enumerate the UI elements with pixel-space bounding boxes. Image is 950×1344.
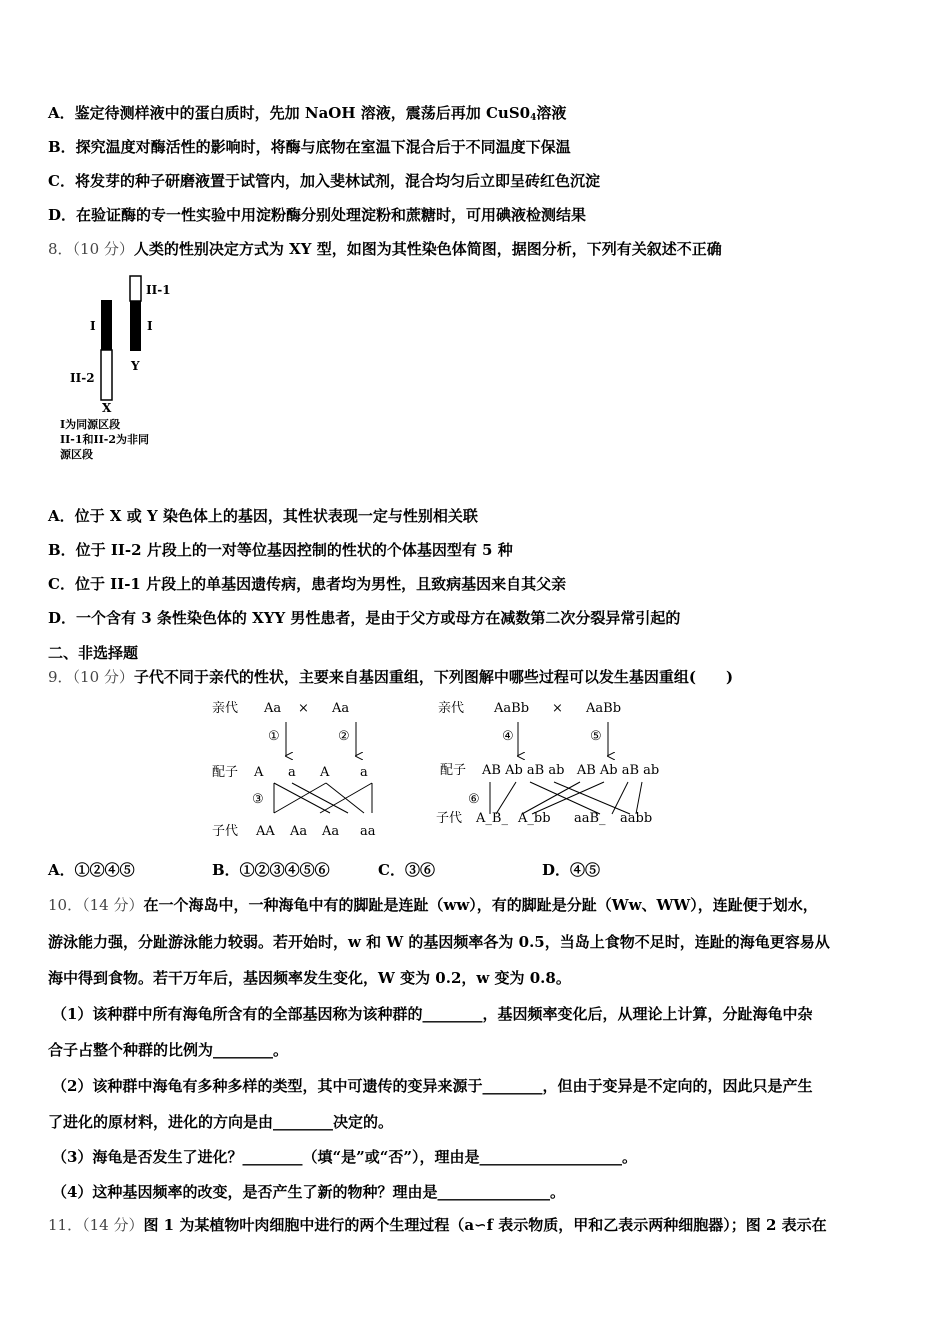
caption-line-1: I为同源区段: [60, 418, 121, 431]
section-heading: 二、非选择题: [48, 644, 139, 662]
q11-number: 11．: [48, 1216, 83, 1234]
q9-stem: [48, 667, 733, 687]
q10-part-1-line-2: 合子占整个种群的比例为________。: [48, 1041, 289, 1059]
q8-score: （10 分）: [72, 240, 134, 258]
q10-part-2-line-2: 了进化的原材料，进化的方向是由________决定的。: [48, 1113, 394, 1131]
right-offspring-2: A_bb: [518, 811, 551, 826]
label-x: X: [102, 401, 112, 415]
q7-option-a: A．鉴定待测样液中的蛋白质时，先加 NaOH 溶液，震荡后再加 $CuS0_4$溶液: [48, 104, 567, 123]
label-i-right: I: [147, 319, 153, 333]
q10-stem-line-2: 游泳能力强，分趾游泳能力较弱。若开始时，w 和 W 的基因频率各为 0.5，当岛上食物不足时，连趾的海龟更容易从: [48, 933, 830, 951]
x-chromosome-homologous-segment: [101, 300, 112, 350]
q10-number: 10．: [48, 896, 83, 914]
q9-option-b: B．①②③④⑤⑥: [212, 861, 330, 879]
step-5-label: ⑤: [590, 729, 602, 744]
q10-part-3: （3）海龟是否发生了进化？________（填“是”或“否”），理由是___________________。: [52, 1148, 637, 1166]
q8-option-b: B．位于 II-2 片段上的一对等位基因控制的性状的个体基因型有 5 种: [48, 541, 513, 559]
sex-chromosome-figure: [60, 272, 240, 472]
right-offspring-label: 子代: [436, 811, 463, 826]
left-offspring-2: Aa: [290, 824, 308, 839]
left-gamete-4: a: [360, 765, 368, 780]
left-gamete-3: A: [320, 765, 330, 780]
y-chromosome-nonhomologous-segment: [130, 276, 141, 301]
q8-question: 人类的性别决定方式为 XY 型，如图为其性染色体简图，据图分析，下列有关叙述不正确: [133, 240, 722, 258]
left-gamete-1: A: [254, 765, 264, 780]
left-parent-2: Aa: [332, 701, 350, 716]
q11-stem: 11．（14 分）图 1 为某植物叶肉细胞中进行的两个生理过程（a∽f 表示物质，甲和乙表示两种细胞器）；图 2 表示在: [48, 1216, 827, 1234]
q9-score: （10 分）: [72, 668, 134, 686]
right-offspring-1: A_B_: [476, 811, 508, 826]
step-1-label: ①: [268, 729, 280, 744]
right-parent-1: AaBb: [494, 701, 530, 716]
step-2-label: ②: [338, 729, 350, 744]
q7-option-d: D．在验证酶的专一性实验中用淀粉酶分别处理淀粉和蔗糖时，可用碘液检测结果: [48, 206, 587, 224]
q10-score: （14 分）: [82, 896, 144, 914]
caption-line-2: II-1和II-2为非同: [60, 433, 150, 446]
right-offspring-3: aaB_: [574, 811, 606, 826]
q10-part-1-line-1: （1）该种群中所有海龟所含有的全部基因称为该种群的________，基因频率变化后，从理论上计算，分趾海龟中杂: [52, 1005, 813, 1023]
q8-option-a: A．位于 X 或 Y 染色体上的基因，其性状表现一定与性别相关联: [48, 507, 478, 525]
left-gamete-2: a: [288, 765, 296, 780]
x-chromosome-nonhomologous-segment: [101, 350, 112, 400]
left-parent-1: Aa: [264, 701, 282, 716]
left-parent-label: 亲代: [212, 701, 239, 716]
recombination-diagram: [200, 690, 680, 850]
step-6-label: ⑥: [468, 792, 480, 807]
right-gametes: AB Ab aB ab AB Ab aB ab: [482, 763, 660, 778]
label-ii2: II-2: [70, 371, 95, 385]
left-fertilization-lines: [274, 783, 372, 813]
left-offspring-3: Aa: [322, 824, 340, 839]
step-4-label: ④: [502, 729, 514, 744]
right-fertilization-lines: [490, 782, 642, 814]
q11-score: （14 分）: [82, 1216, 144, 1234]
y-chromosome-homologous-segment: [130, 301, 141, 351]
right-parent-2: AaBb: [586, 701, 622, 716]
q9-option-c: C．③⑥: [378, 861, 435, 879]
step-3-label: ③: [252, 792, 264, 807]
q10-part-2-line-1: （2）该种群中海龟有多种多样的类型，其中可遗传的变异来源于________，但由于变异是不定向的，因此只是产生: [52, 1077, 813, 1095]
q8-number: 8．: [48, 240, 73, 258]
q8-option-c: C．位于 II-1 片段上的单基因遗传病，患者均为男性，且致病基因来自其父亲: [48, 575, 567, 593]
q10-stem-line-3: 海中得到食物。若干万年后，基因频率发生变化，W 变为 0.2，w 变为 0.8。: [48, 969, 571, 987]
q9-option-d: D．④⑤: [542, 861, 601, 879]
q9-number: 9．: [48, 668, 73, 686]
left-offspring-4: aa: [360, 824, 376, 839]
right-gamete-label: 配子: [440, 763, 467, 778]
left-offspring-1: AA: [256, 824, 275, 839]
caption-line-3: 源区段: [60, 448, 93, 461]
left-gamete-label: 配子: [212, 765, 239, 780]
q7-option-b: B．探究温度对酶活性的影响时，将酶与底物在室温下混合后于不同温度下保温: [48, 138, 571, 156]
q9-question: 子代不同于亲代的性状，主要来自基因重组，下列图解中哪些过程可以发生基因重组( ): [133, 668, 734, 686]
q8-option-d: D．一个含有 3 条性染色体的 XYY 男性患者，是由于父方或母方在减数第二次分裂异常引起的: [48, 609, 681, 627]
label-i-left: I: [90, 319, 96, 333]
q10-stem-line-1: 10．（14 分）在一个海岛中，一种海龟中有的脚趾是连趾（ww），有的脚趾是分趾（Ww、WW），连趾便于划水，: [48, 896, 818, 914]
q10-part-4: （4）这种基因频率的改变，是否产生了新的物种？理由是_______________。: [52, 1183, 565, 1201]
label-ii1: II-1: [146, 283, 171, 297]
right-offspring-4: aabb: [620, 811, 653, 826]
q8-stem: [48, 239, 722, 259]
left-offspring-label: 子代: [212, 824, 239, 839]
q9-option-a: A．①②④⑤: [48, 861, 135, 879]
label-y: Y: [131, 359, 140, 373]
left-times: ×: [298, 701, 309, 716]
right-parent-label: 亲代: [438, 701, 465, 716]
q7-option-c: C．将发芽的种子研磨液置于试管内，加入斐林试剂，混合均匀后立即呈砖红色沉淀: [48, 172, 600, 190]
right-times: ×: [552, 701, 563, 716]
